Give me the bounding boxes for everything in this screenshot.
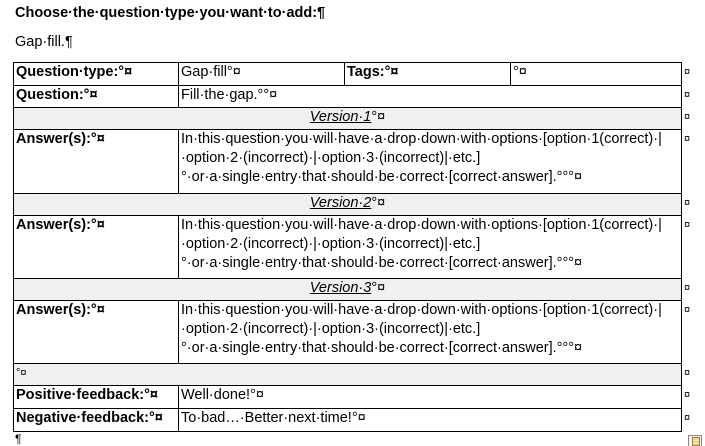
- row-end-mark: ¤: [684, 66, 691, 78]
- page-heading: Choose·the·question·type·you·want·to·add:¶: [15, 5, 326, 21]
- question-label: Question:°¤: [14, 86, 179, 108]
- tags-label: Tags:°¤: [345, 63, 511, 86]
- positive-feedback-label: Positive·feedback:°¤: [14, 386, 179, 409]
- version-2-title-text: Version·2: [309, 195, 372, 211]
- row-end-mark: ¤: [684, 282, 691, 294]
- row-version-3-answer: [14, 301, 682, 364]
- version-3-answer-text[interactable]: In·this·question·you·will·have·a·drop·down·with·options·[option·1(correct)·|·option·2·(incorrect)·|·option·3·(incorrect)|·etc.]°·or·a·single·entry·that·should·be·correct·[correct·answer].°°°¤: [179, 301, 682, 364]
- tags-value[interactable]: °¤: [511, 63, 682, 86]
- row-end-mark: ¤: [684, 111, 691, 123]
- question-type-label: Question·type:°¤: [14, 63, 179, 86]
- row-negative-feedback: [14, 409, 682, 432]
- question-table: [13, 62, 682, 432]
- question-type-line[interactable]: Gap·fill.¶: [15, 34, 73, 50]
- question-type-value[interactable]: Gap·fill°¤: [179, 63, 345, 86]
- version-1-answer-label: Answer(s):°¤: [14, 130, 179, 194]
- version-3-title: [14, 279, 682, 301]
- row-question-type: [14, 63, 682, 86]
- version-2-answer-label: Answer(s):°¤: [14, 216, 179, 279]
- version-3-title-text: Version·3: [309, 280, 372, 296]
- row-version-2-header: [14, 194, 682, 216]
- version-1-title: [14, 108, 682, 130]
- row-end-mark: ¤: [684, 197, 691, 209]
- positive-feedback-value[interactable]: Well·done!°¤: [179, 386, 682, 409]
- row-version-1-answer: [14, 130, 682, 194]
- row-end-mark: ¤: [684, 304, 691, 316]
- version-3-answer-label: Answer(s):°¤: [14, 301, 179, 364]
- row-end-mark: ¤: [684, 133, 691, 145]
- row-end-mark: ¤: [684, 412, 691, 424]
- row-version-3-header: [14, 279, 682, 301]
- paste-options-icon[interactable]: [688, 435, 702, 446]
- version-1-answer-text[interactable]: In·this·question·you·will·have·a·drop·down·with·options·[option·1(correct)·|·option·2·(incorrect)·|·option·3·(incorrect)|·etc.]°·or·a·single·entry·that·should·be·correct·[correct·answer].°°°¤: [179, 130, 682, 194]
- row-question: [14, 86, 682, 108]
- version-2-answer-text[interactable]: In·this·question·you·will·have·a·drop·down·with·options·[option·1(correct)·|·option·2·(incorrect)·|·option·3·(incorrect)|·etc.]°·or·a·single·entry·that·should·be·correct·[correct·answer].°°°¤: [179, 216, 682, 279]
- version-1-title-text: Version·1: [309, 109, 372, 125]
- row-version-1-header: [14, 108, 682, 130]
- row-positive-feedback: [14, 386, 682, 409]
- version-1-title-mark: °¤: [371, 109, 386, 125]
- row-blank: [14, 364, 682, 386]
- version-2-title-mark: °¤: [371, 195, 386, 211]
- row-version-2-answer: [14, 216, 682, 279]
- version-2-title: [14, 194, 682, 216]
- blank-cell[interactable]: °¤: [14, 364, 682, 386]
- row-end-mark: ¤: [684, 389, 691, 401]
- version-3-title-mark: °¤: [371, 280, 386, 296]
- row-end-mark: ¤: [684, 367, 691, 379]
- question-value[interactable]: Fill·the·gap.°°¤: [179, 86, 682, 108]
- row-end-mark: ¤: [684, 219, 691, 231]
- paragraph-mark: ¶: [15, 432, 22, 446]
- negative-feedback-label: Negative·feedback:°¤: [14, 409, 179, 432]
- row-end-mark: ¤: [684, 89, 691, 101]
- negative-feedback-value[interactable]: To·bad…·Better·next·time!°¤: [179, 409, 682, 432]
